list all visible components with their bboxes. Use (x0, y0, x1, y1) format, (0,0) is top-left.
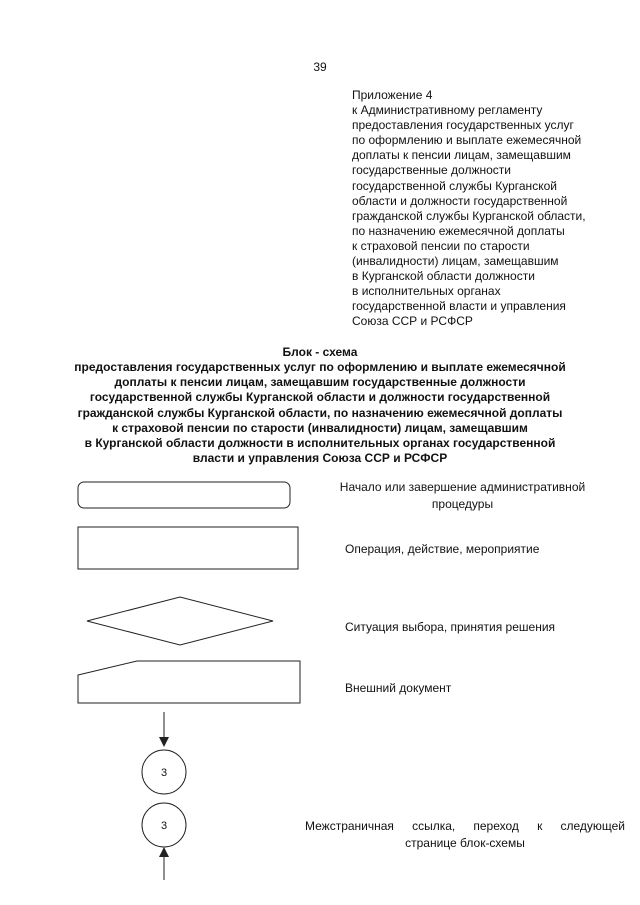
appendix-line: к Административному регламенту (352, 103, 543, 118)
process-shape (78, 527, 298, 569)
legend-decision-text: Ситуация выбора, принятия решения (345, 620, 556, 634)
appendix-line: гражданской службы Курганской области, (352, 208, 586, 223)
appendix-line: области и должности государственной (352, 193, 568, 208)
subtitle-line: доплаты к пенсии лицам, замещавшим государственные должности (114, 375, 526, 390)
appendix-line: государственной власти и управления (352, 299, 566, 314)
document-title: Блок - схема (282, 345, 358, 359)
appendix-line: Приложение 4 (352, 88, 433, 102)
document-shape (78, 661, 300, 703)
connector-label-out: 3 (160, 820, 168, 832)
subtitle-line: в Курганской области должности в исполнительных органах государственной (84, 436, 556, 451)
legend-terminator-text (300, 479, 625, 513)
legend-process-text: Операция, действие, мероприятие (345, 542, 540, 556)
subtitle-line: гражданской службы Курганской области, по назначению ежемесячной доплаты (77, 405, 563, 420)
appendix-line: государственной службы Курганской (352, 178, 557, 193)
legend-terminator-line1: Начало или завершение административной (339, 480, 586, 494)
terminator-shape (78, 482, 290, 508)
appendix-line: предоставления государственных услуг (352, 118, 574, 133)
appendix-line: доплаты к пенсии лицам, замещавшим (352, 148, 571, 163)
legend-connector-line2: странице блок-схемы (405, 836, 525, 850)
connector-label-in: 3 (160, 767, 168, 779)
page-number: 39 (313, 60, 327, 74)
incoming-arrowhead-icon (159, 737, 169, 747)
subtitle-line: предоставления государственных услуг по оформлению и выплате ежемесячной (74, 360, 566, 374)
appendix-line: Союза ССР и РСФСР (352, 314, 473, 329)
subtitle-line: к страховой пенсии по старости (инвалидности) лицам, замещавшим (112, 420, 528, 435)
legend-connector-line1: Межстраничная ссылка, переход к следующей (305, 819, 625, 833)
appendix-line: по оформлению и выплате ежемесячной (352, 133, 582, 148)
legend-document-text: Внешний документ (345, 681, 452, 695)
appendix-line: в Курганской области должности (352, 269, 535, 284)
subtitle-line: власти и управления Союза ССР и РСФСР (192, 451, 448, 466)
appendix-line: государственные должности (352, 163, 511, 178)
legend-connector-text (305, 818, 625, 852)
legend-terminator-line2: процедуры (431, 497, 494, 511)
appendix-line: к страховой пенсии по старости (352, 238, 530, 253)
subtitle-line: государственной службы Курганской области и должности государственной (89, 390, 551, 405)
appendix-line: по назначению ежемесячной доплаты (352, 223, 565, 238)
appendix-line: (инвалидности) лицам, замещавшим (352, 254, 559, 269)
outgoing-arrowhead-icon (159, 847, 169, 857)
decision-shape (87, 597, 273, 645)
appendix-line: в исполнительных органах (352, 284, 501, 299)
